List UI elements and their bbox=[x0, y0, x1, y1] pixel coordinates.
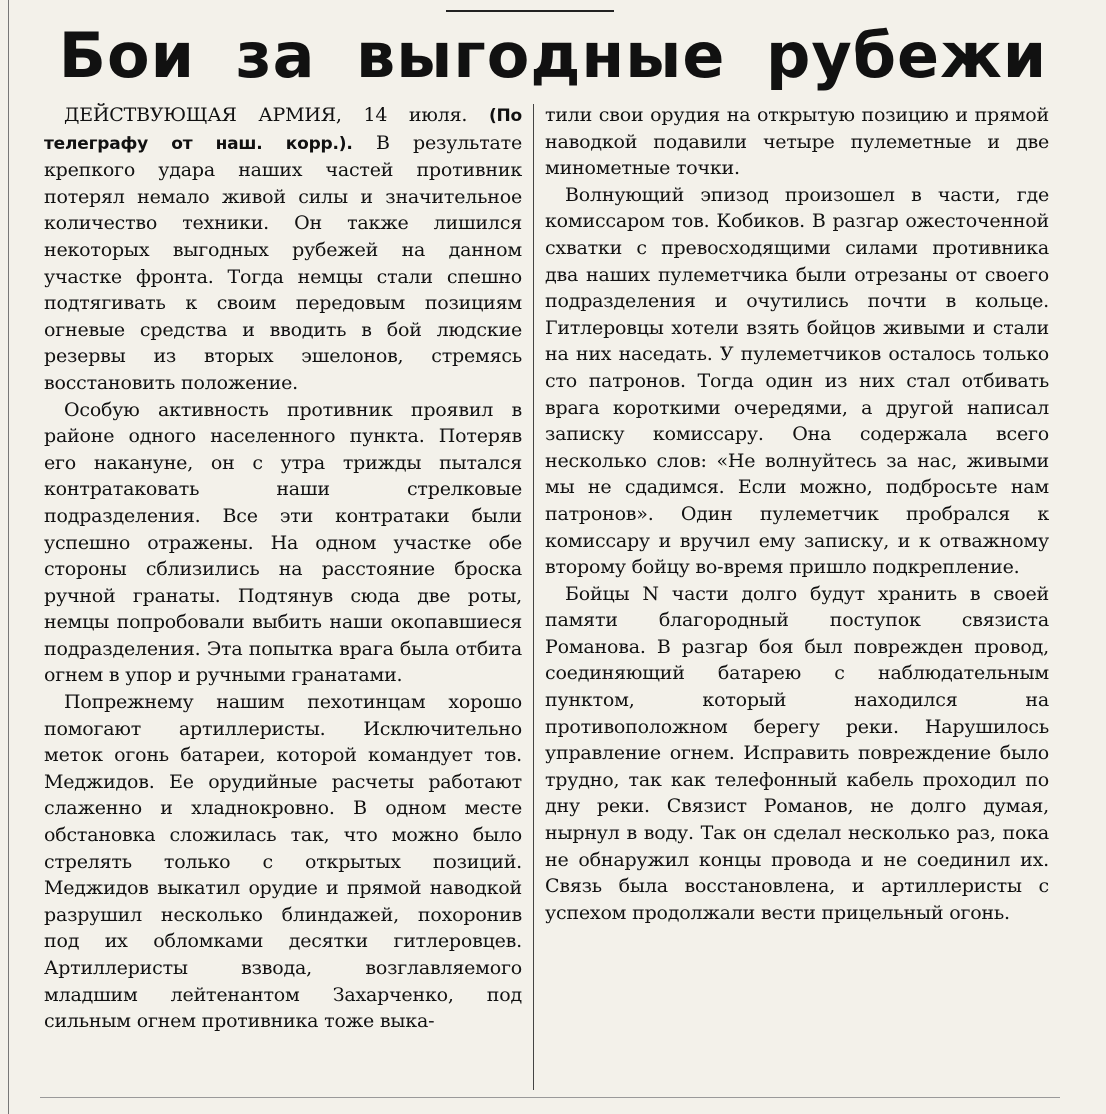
headline: Бои за выгодные рубежи bbox=[58, 19, 1048, 92]
lead-text: В результате крепкого удара наших частей противник потерял немало живой силы и значительное количество техники. Он также лишился некоторых выгодных рубежей на данном участке фронта. Тогда немцы стали спешно подтягивать к своим передовым позициям огневые средства и вводить в бой людские резервы из вторых эшелонов, стремясь восстановить положение. bbox=[44, 131, 522, 394]
byline: (По телеграфу от наш. корр.). bbox=[44, 106, 523, 154]
right-column bbox=[545, 102, 1049, 926]
dateline: ДЕЙСТВУЮЩАЯ АРМИЯ, 14 июля. bbox=[64, 104, 468, 126]
top-rule bbox=[446, 10, 614, 12]
bottom-rule bbox=[40, 1097, 1060, 1098]
paragraph-3-end: тили свои орудия на открытую позицию и прямой наводкой подавили четыре пулеметные и две минометные точки. bbox=[545, 104, 1049, 180]
paragraph-5: Бойцы N части долго будут хранить в своей памяти благородный поступок связиста Романова. В разгар боя был поврежден провод, соединяющий батарею с наблюдательным пунктом, который находился на противоположном берегу реки. Нарушилось управление огнем. Исправить повреждение было трудно, так как телефонный кабель проходил по дну реки. Связист Романов, не долго думая, нырнул в воду. Так он сделал несколько раз, пока не обнаружил концы провода и не соединил их. Связь была восстановлена, и артиллеристы с успехом продолжали вести прицельный огонь. bbox=[545, 582, 1049, 924]
lead-paragraph bbox=[44, 102, 522, 397]
column-divider bbox=[533, 104, 534, 1090]
paragraph-3-start: Попрежнему нашим пехотинцам хорошо помогают артиллеристы. Исключительно меток огонь батареи, которой командует тов. Меджидов. Ее орудийные расчеты работают слаженно и хладнокровно. В одном месте обстановка сложилась так, что можно было стрелять только с открытых позиций. Меджидов выкатил орудие и прямой наводкой разрушил несколько блиндажей, похоронив под их обломками десятки гитлеровцев. Артиллеристы взвода, возглавляемого младшим лейтенантом Захарченко, под сильным огнем противника тоже выка- bbox=[44, 691, 522, 1033]
paragraph-4: Волнующий эпизод произошел в части, где комиссаром тов. Кобиков. В разгар ожесточенной схватки с превосходящими силами противника два наших пулеметчика были отрезаны от своего подразделения и очутились почти в кольце. Гитлеровцы хотели взять бойцов живыми и стали на них наседать. У пулеметчиков осталось только сто патронов. Тогда один из них стал отбивать врага короткими очередями, а другой написал записку комиссару. Она содержала всего несколько слов: «Не волнуйтесь за нас, живыми мы не сдадимся. Если можно, подбросьте нам патронов». Один пулеметчик пробрался к комиссару и вручил ему записку, и к отважному второму бойцу во-время пришло подкрепление. bbox=[545, 183, 1049, 579]
page-edge-line bbox=[8, 0, 9, 1114]
left-column bbox=[44, 102, 522, 1035]
paragraph-2: Особую активность противник проявил в районе одного населенного пункта. Потеряв его накануне, он с утра трижды пытался контратаковать наши стрелковые подразделения. Все эти контратаки были успешно отражены. На одном участке обе стороны сблизились на расстояние броска ручной гранаты. Подтянув сюда две роты, немцы попробовали выбить наши окопавшиеся подразделения. Эта попытка врага была отбита огнем в упор и ручными гранатами. bbox=[44, 398, 522, 687]
